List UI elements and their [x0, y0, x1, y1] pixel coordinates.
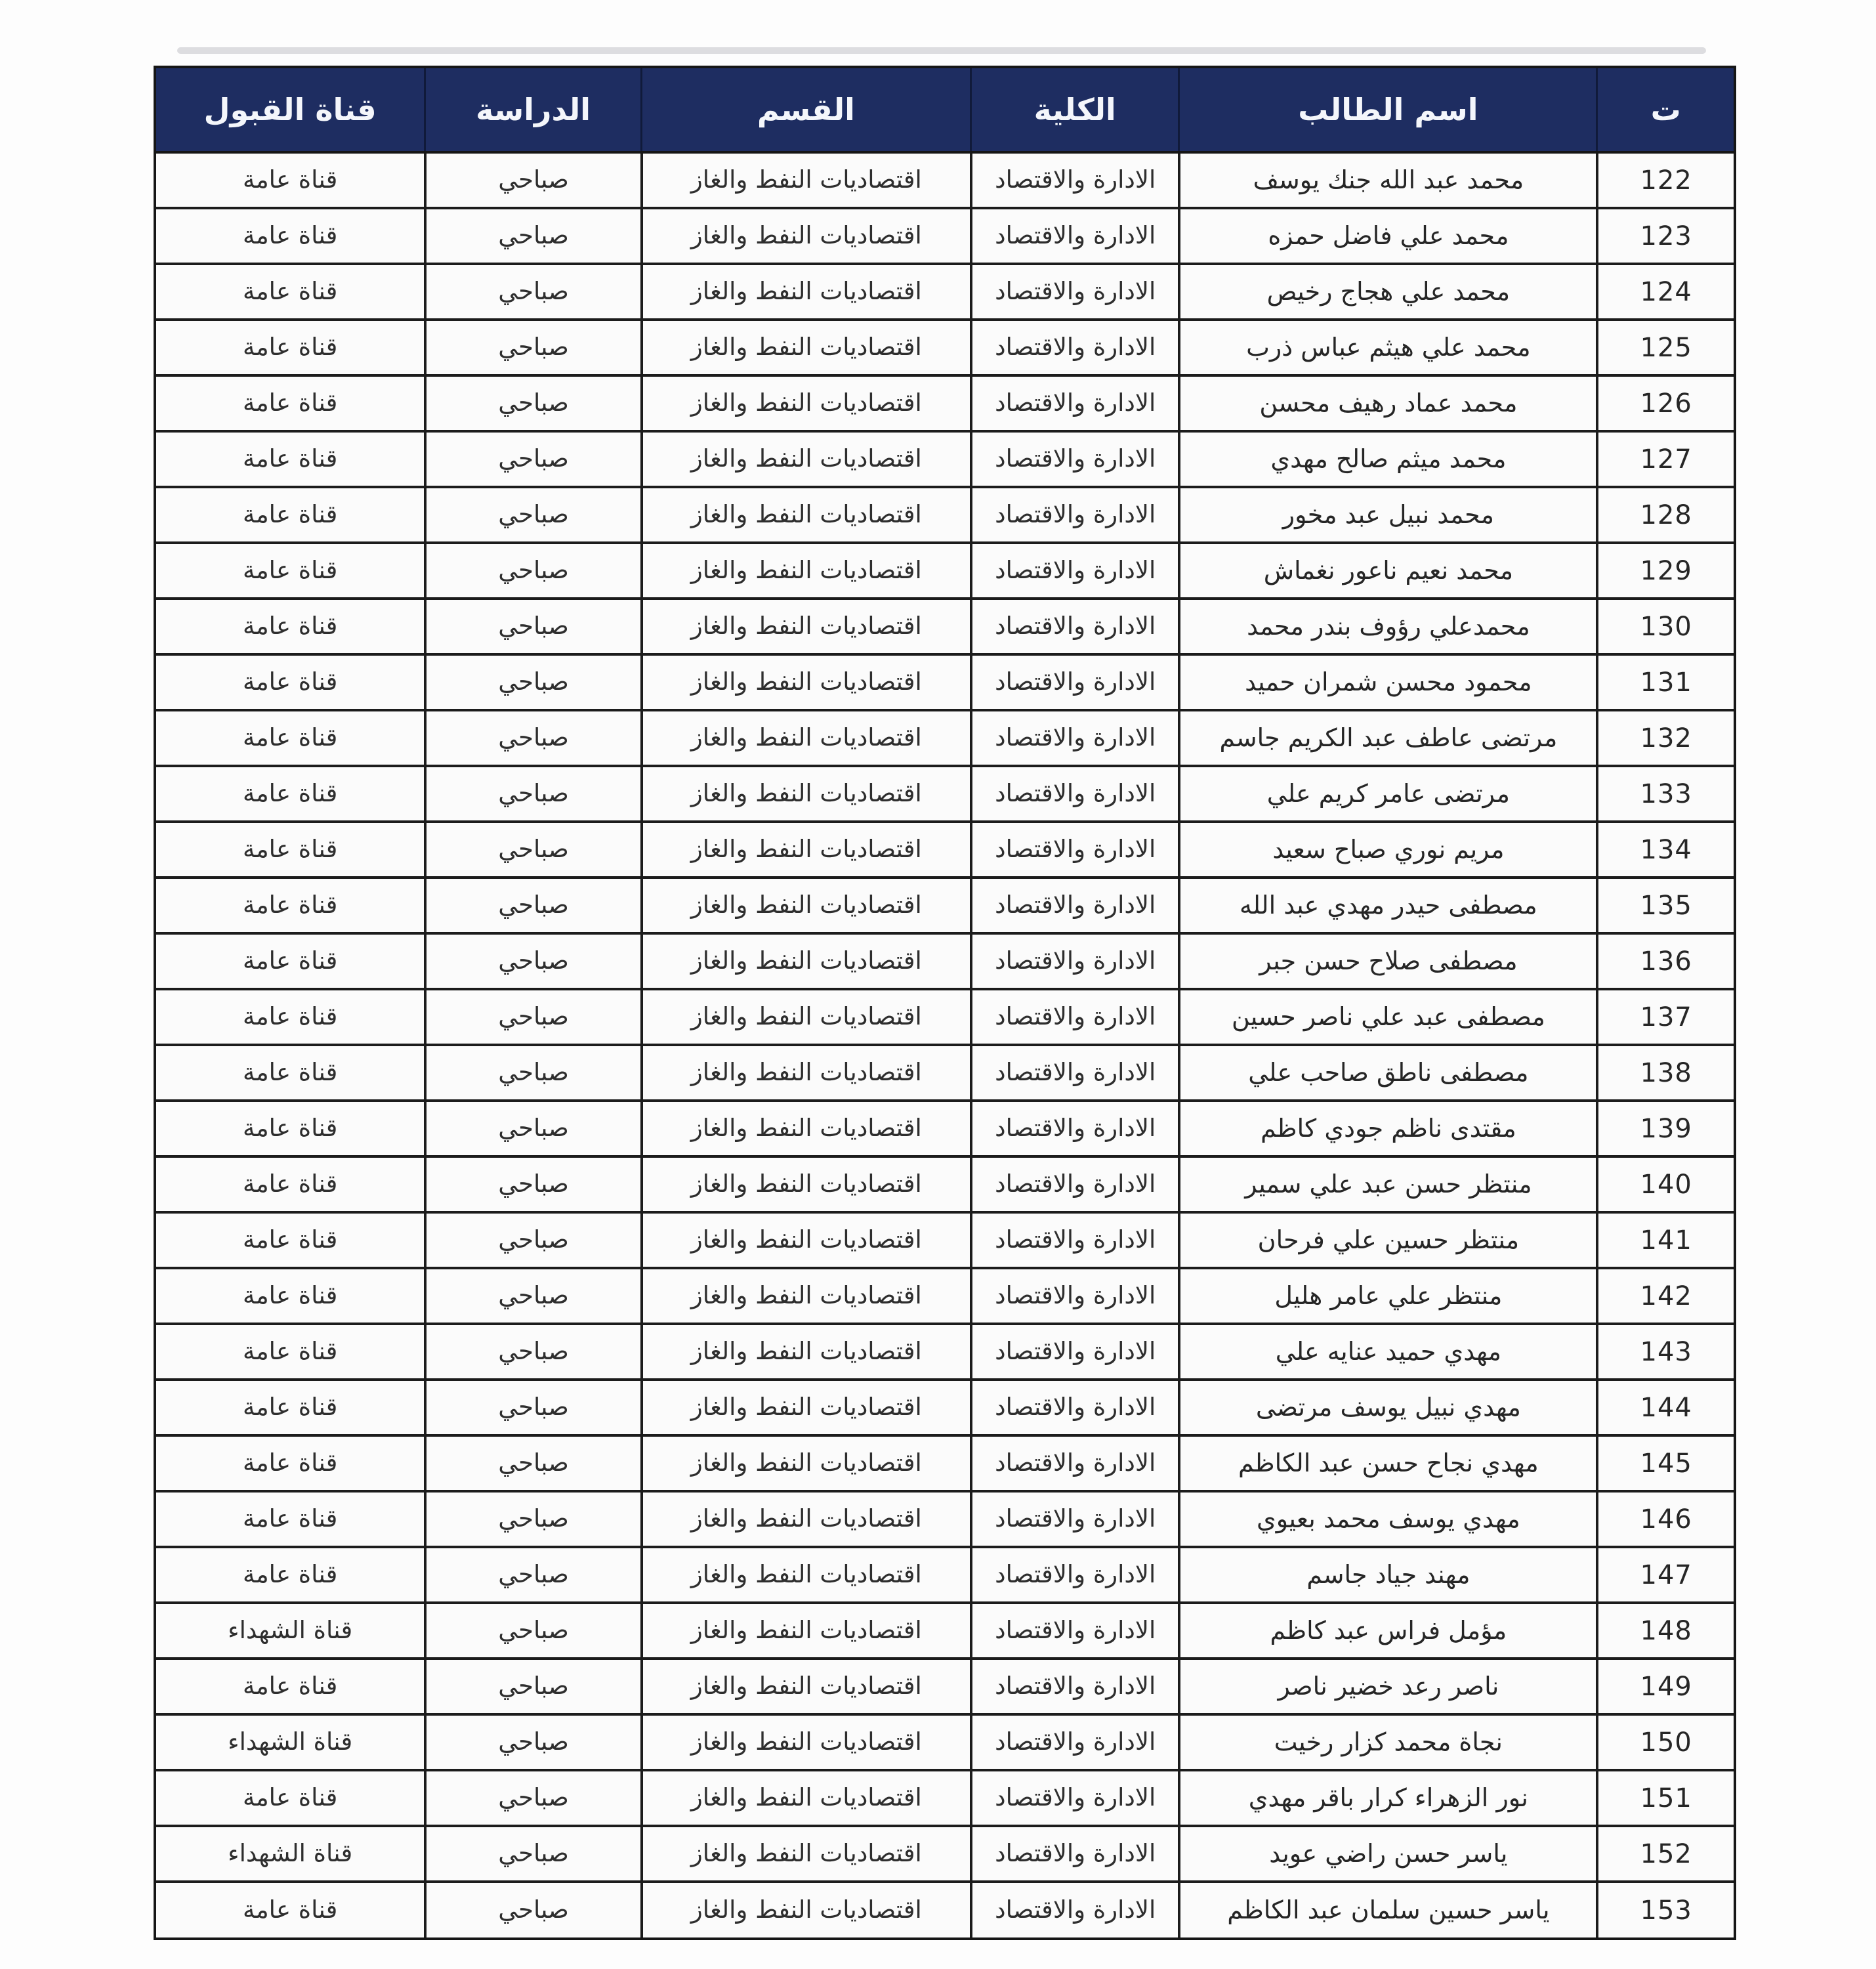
cell-name: مرتضى عاطف عبد الكريم جاسم [1178, 711, 1596, 765]
cell-index: 150 [1596, 1716, 1734, 1769]
student-admission-table [154, 66, 1736, 1940]
cell-name: ياسر حسن راضي عويد [1178, 1827, 1596, 1880]
table-row [156, 1604, 1734, 1660]
cell-department: اقتصاديات النفط والغاز [640, 1771, 970, 1825]
table-row [156, 823, 1734, 879]
table-row [156, 209, 1734, 265]
cell-college: الادارة والاقتصاد [970, 935, 1178, 988]
cell-study: صباحي [424, 544, 640, 597]
student-table-body [156, 154, 1734, 1937]
cell-index: 130 [1596, 600, 1734, 653]
cell-study: صباحي [424, 321, 640, 374]
cell-study: صباحي [424, 1883, 640, 1937]
cell-name: محمدعلي رؤوف بندر محمد [1178, 600, 1596, 653]
table-row [156, 265, 1734, 321]
cell-channel: قناة عامة [243, 1449, 338, 1477]
cell-channel: قناة الشهداء [228, 1616, 353, 1645]
cell-study: صباحي [424, 990, 640, 1044]
cell-department: اقتصاديات النفط والغاز [640, 1660, 970, 1713]
table-row [156, 1325, 1734, 1381]
table-row [156, 1771, 1734, 1827]
cell-department: اقتصاديات النفط والغاز [640, 823, 970, 876]
cell-index: 123 [1596, 209, 1734, 263]
cell-name: محمود محسن شمران حميد [1178, 656, 1596, 709]
cell-index: 128 [1596, 488, 1734, 541]
cell-name: محمد عبد الله جنك يوسف [1178, 154, 1596, 207]
cell-name: مهند جياد جاسم [1178, 1548, 1596, 1601]
cell-department: اقتصاديات النفط والغاز [640, 265, 970, 318]
cell-department: اقتصاديات النفط والغاز [640, 656, 970, 709]
cell-study: صباحي [424, 265, 640, 318]
cell-college: الادارة والاقتصاد [970, 1771, 1178, 1825]
cell-index: 139 [1596, 1102, 1734, 1155]
cell-college: الادارة والاقتصاد [970, 1158, 1178, 1211]
cell-study: صباحي [424, 1604, 640, 1657]
cell-index: 142 [1596, 1269, 1734, 1323]
cell-name: منتظر علي عامر هليل [1178, 1269, 1596, 1323]
header-cell-department: القسم [640, 68, 970, 151]
cell-study: صباحي [424, 1548, 640, 1601]
table-row [156, 879, 1734, 935]
cell-college: الادارة والاقتصاد [970, 1214, 1178, 1267]
cell-college: الادارة والاقتصاد [970, 1269, 1178, 1323]
table-row [156, 154, 1734, 209]
header-cell-name: اسم الطالب [1178, 68, 1596, 151]
cell-channel: قناة عامة [243, 1058, 338, 1087]
cell-index: 143 [1596, 1325, 1734, 1378]
cell-department: اقتصاديات النفط والغاز [640, 990, 970, 1044]
table-row [156, 1437, 1734, 1493]
cell-department: اقتصاديات النفط والغاز [640, 1102, 970, 1155]
cell-study: صباحي [424, 1827, 640, 1880]
cell-college: الادارة والاقتصاد [970, 1102, 1178, 1155]
cell-index: 152 [1596, 1827, 1734, 1880]
cell-college: الادارة والاقتصاد [970, 544, 1178, 597]
cell-channel: قناة عامة [243, 165, 338, 194]
cell-college: الادارة والاقتصاد [970, 154, 1178, 207]
cell-department: اقتصاديات النفط والغاز [640, 1381, 970, 1434]
cell-channel: قناة عامة [243, 723, 338, 752]
cell-college: الادارة والاقتصاد [970, 488, 1178, 541]
cell-name: منتظر حسن عبد علي سمير [1178, 1158, 1596, 1211]
cell-study: صباحي [424, 1381, 640, 1434]
cell-department: اقتصاديات النفط والغاز [640, 1437, 970, 1490]
table-row [156, 1493, 1734, 1548]
cell-study: صباحي [424, 1437, 640, 1490]
cell-department: اقتصاديات النفط والغاز [640, 433, 970, 486]
cell-name: محمد نبيل عبد مخور [1178, 488, 1596, 541]
cell-index: 133 [1596, 767, 1734, 820]
cell-department: اقتصاديات النفط والغاز [640, 1325, 970, 1378]
cell-index: 151 [1596, 1771, 1734, 1825]
cell-department: اقتصاديات النفط والغاز [640, 321, 970, 374]
cell-index: 127 [1596, 433, 1734, 486]
table-row [156, 767, 1734, 823]
table-row [156, 1716, 1734, 1771]
cell-college: الادارة والاقتصاد [970, 711, 1178, 765]
cell-department: اقتصاديات النفط والغاز [640, 488, 970, 541]
header-cell-study: الدراسة [424, 68, 640, 151]
header-cell-college: الكلية [970, 68, 1178, 151]
cell-department: اقتصاديات النفط والغاز [640, 377, 970, 430]
cell-channel: قناة عامة [243, 612, 338, 641]
cell-college: الادارة والاقتصاد [970, 1046, 1178, 1099]
cell-index: 132 [1596, 711, 1734, 765]
cell-study: صباحي [424, 1660, 640, 1713]
cell-name: مهدي حميد عنايه علي [1178, 1325, 1596, 1378]
cell-index: 126 [1596, 377, 1734, 430]
table-row [156, 1660, 1734, 1716]
cell-college: الادارة والاقتصاد [970, 823, 1178, 876]
cell-college: الادارة والاقتصاد [970, 1827, 1178, 1880]
cell-department: اقتصاديات النفط والغاز [640, 544, 970, 597]
cell-name: مصطفى ناطق صاحب علي [1178, 1046, 1596, 1099]
cell-channel: قناة عامة [243, 946, 338, 975]
cell-college: الادارة والاقتصاد [970, 656, 1178, 709]
cell-college: الادارة والاقتصاد [970, 1381, 1178, 1434]
cell-department: اقتصاديات النفط والغاز [640, 711, 970, 765]
cell-department: اقتصاديات النفط والغاز [640, 1604, 970, 1657]
cell-name: نجاة محمد كزار رخيت [1178, 1716, 1596, 1769]
cell-channel: قناة عامة [243, 1170, 338, 1198]
cell-college: الادارة والاقتصاد [970, 1325, 1178, 1378]
cell-department: اقتصاديات النفط والغاز [640, 600, 970, 653]
cell-college: الادارة والاقتصاد [970, 1604, 1178, 1657]
cell-name: محمد علي هجاج رخيص [1178, 265, 1596, 318]
cell-college: الادارة والاقتصاد [970, 1883, 1178, 1937]
cell-channel: قناة عامة [243, 500, 338, 529]
table-row [156, 321, 1734, 377]
cell-name: منتظر حسين علي فرحان [1178, 1214, 1596, 1267]
cell-name: نور الزهراء كرار باقر مهدي [1178, 1771, 1596, 1825]
cell-channel: قناة عامة [243, 1225, 338, 1254]
cell-channel: قناة عامة [243, 1783, 338, 1812]
cell-college: الادارة والاقتصاد [970, 879, 1178, 932]
table-row [156, 433, 1734, 488]
cell-index: 135 [1596, 879, 1734, 932]
table-row [156, 488, 1734, 544]
cell-name: محمد عماد رهيف محسن [1178, 377, 1596, 430]
cell-index: 122 [1596, 154, 1734, 207]
cell-channel: قناة عامة [243, 1337, 338, 1366]
cell-channel: قناة عامة [243, 277, 338, 306]
table-row [156, 600, 1734, 656]
cell-channel: قناة عامة [243, 1895, 338, 1924]
table-row [156, 935, 1734, 990]
cell-college: الادارة والاقتصاد [970, 1660, 1178, 1713]
cell-index: 148 [1596, 1604, 1734, 1657]
cell-study: صباحي [424, 377, 640, 430]
table-row [156, 656, 1734, 711]
cell-channel: قناة عامة [243, 667, 338, 696]
cell-study: صباحي [424, 154, 640, 207]
table-row [156, 990, 1734, 1046]
cell-department: اقتصاديات النفط والغاز [640, 1214, 970, 1267]
cell-study: صباحي [424, 767, 640, 820]
cell-channel: قناة الشهداء [228, 1839, 353, 1868]
cell-channel: قناة عامة [243, 1114, 338, 1143]
cell-study: صباحي [424, 600, 640, 653]
cell-name: مريم نوري صباح سعيد [1178, 823, 1596, 876]
cell-department: اقتصاديات النفط والغاز [640, 1716, 970, 1769]
cell-index: 145 [1596, 1437, 1734, 1490]
cell-college: الادارة والاقتصاد [970, 1548, 1178, 1601]
table-row [156, 711, 1734, 767]
cell-college: الادارة والاقتصاد [970, 990, 1178, 1044]
cell-department: اقتصاديات النفط والغاز [640, 1493, 970, 1546]
cell-name: محمد نعيم ناعور نغماش [1178, 544, 1596, 597]
cell-channel: قناة عامة [243, 444, 338, 473]
cell-index: 149 [1596, 1660, 1734, 1713]
cell-study: صباحي [424, 1214, 640, 1267]
cell-index: 138 [1596, 1046, 1734, 1099]
cell-channel: قناة عامة [243, 556, 338, 585]
cell-department: اقتصاديات النفط والغاز [640, 1883, 970, 1937]
table-row [156, 1827, 1734, 1883]
header-cell-index: ت [1596, 68, 1734, 151]
cell-index: 137 [1596, 990, 1734, 1044]
cell-name: محمد علي فاضل حمزه [1178, 209, 1596, 263]
cell-name: مهدي نجاح حسن عبد الكاظم [1178, 1437, 1596, 1490]
cell-study: صباحي [424, 656, 640, 709]
cell-index: 141 [1596, 1214, 1734, 1267]
table-row [156, 1102, 1734, 1158]
cell-study: صباحي [424, 1158, 640, 1211]
cell-college: الادارة والاقتصاد [970, 600, 1178, 653]
cell-channel: قناة عامة [243, 779, 338, 808]
cell-name: مؤمل فراس عبد كاظم [1178, 1604, 1596, 1657]
cell-index: 153 [1596, 1883, 1734, 1937]
cell-name: مهدي يوسف محمد بعيوي [1178, 1493, 1596, 1546]
cell-college: الادارة والاقتصاد [970, 1716, 1178, 1769]
cell-index: 144 [1596, 1381, 1734, 1434]
cell-department: اقتصاديات النفط والغاز [640, 1046, 970, 1099]
table-row [156, 1046, 1734, 1102]
cell-college: الادارة والاقتصاد [970, 265, 1178, 318]
cell-index: 129 [1596, 544, 1734, 597]
cell-name: محمد ميثم صالح مهدي [1178, 433, 1596, 486]
table-row [156, 1883, 1734, 1937]
table-row [156, 1269, 1734, 1325]
cell-channel: قناة عامة [243, 389, 338, 417]
cell-channel: قناة عامة [243, 1504, 338, 1533]
cell-index: 131 [1596, 656, 1734, 709]
cell-study: صباحي [424, 1269, 640, 1323]
cell-college: الادارة والاقتصاد [970, 1437, 1178, 1490]
cell-channel: قناة عامة [243, 1560, 338, 1589]
cell-name: محمد علي هيثم عباس ذرب [1178, 321, 1596, 374]
cell-channel: قناة عامة [243, 1281, 338, 1310]
cell-index: 124 [1596, 265, 1734, 318]
cell-channel: قناة عامة [243, 891, 338, 920]
cell-department: اقتصاديات النفط والغاز [640, 1269, 970, 1323]
cell-index: 140 [1596, 1158, 1734, 1211]
cell-channel: قناة عامة [243, 835, 338, 864]
cell-name: مصطفى صلاح حسن جبر [1178, 935, 1596, 988]
cell-study: صباحي [424, 1046, 640, 1099]
cell-department: اقتصاديات النفط والغاز [640, 767, 970, 820]
cell-college: الادارة والاقتصاد [970, 433, 1178, 486]
cell-department: اقتصاديات النفط والغاز [640, 1548, 970, 1601]
cell-study: صباحي [424, 209, 640, 263]
cell-study: صباحي [424, 711, 640, 765]
table-row [156, 1381, 1734, 1437]
table-row [156, 377, 1734, 433]
cell-name: ياسر حسين سلمان عبد الكاظم [1178, 1883, 1596, 1937]
cell-study: صباحي [424, 1493, 640, 1546]
cell-study: صباحي [424, 879, 640, 932]
cell-study: صباحي [424, 823, 640, 876]
cell-department: اقتصاديات النفط والغاز [640, 879, 970, 932]
table-row [156, 1214, 1734, 1269]
cell-department: اقتصاديات النفط والغاز [640, 154, 970, 207]
table-header-row [156, 68, 1734, 154]
cell-channel: قناة عامة [243, 333, 338, 362]
table-row [156, 544, 1734, 600]
cell-index: 134 [1596, 823, 1734, 876]
table-row [156, 1158, 1734, 1214]
cell-department: اقتصاديات النفط والغاز [640, 1158, 970, 1211]
cell-study: صباحي [424, 1102, 640, 1155]
cell-study: صباحي [424, 1716, 640, 1769]
header-cell-channel: قناة القبول [156, 68, 424, 151]
cell-channel: قناة عامة [243, 1672, 338, 1701]
cell-college: الادارة والاقتصاد [970, 1493, 1178, 1546]
cell-college: الادارة والاقتصاد [970, 321, 1178, 374]
cell-name: مصطفى عبد علي ناصر حسين [1178, 990, 1596, 1044]
cell-name: مهدي نبيل يوسف مرتضى [1178, 1381, 1596, 1434]
cell-index: 125 [1596, 321, 1734, 374]
cell-index: 147 [1596, 1548, 1734, 1601]
cell-college: الادارة والاقتصاد [970, 767, 1178, 820]
cell-study: صباحي [424, 1325, 640, 1378]
cell-channel: قناة عامة [243, 1393, 338, 1422]
cell-index: 136 [1596, 935, 1734, 988]
cell-college: الادارة والاقتصاد [970, 209, 1178, 263]
cell-name: مقتدى ناظم جودي كاظم [1178, 1102, 1596, 1155]
cell-channel: قناة عامة [243, 1002, 338, 1031]
cell-channel: قناة الشهداء [228, 1727, 353, 1756]
cell-index: 146 [1596, 1493, 1734, 1546]
cell-name: مصطفى حيدر مهدي عبد الله [1178, 879, 1596, 932]
cell-college: الادارة والاقتصاد [970, 377, 1178, 430]
cell-study: صباحي [424, 488, 640, 541]
top-edge-shadow [177, 47, 1706, 54]
cell-name: مرتضى عامر كريم علي [1178, 767, 1596, 820]
cell-study: صباحي [424, 935, 640, 988]
cell-study: صباحي [424, 433, 640, 486]
cell-department: اقتصاديات النفط والغاز [640, 935, 970, 988]
cell-name: ناصر رعد خضير ناصر [1178, 1660, 1596, 1713]
cell-channel: قناة عامة [243, 221, 338, 250]
table-row [156, 1548, 1734, 1604]
cell-department: اقتصاديات النفط والغاز [640, 209, 970, 263]
cell-study: صباحي [424, 1771, 640, 1825]
cell-department: اقتصاديات النفط والغاز [640, 1827, 970, 1880]
